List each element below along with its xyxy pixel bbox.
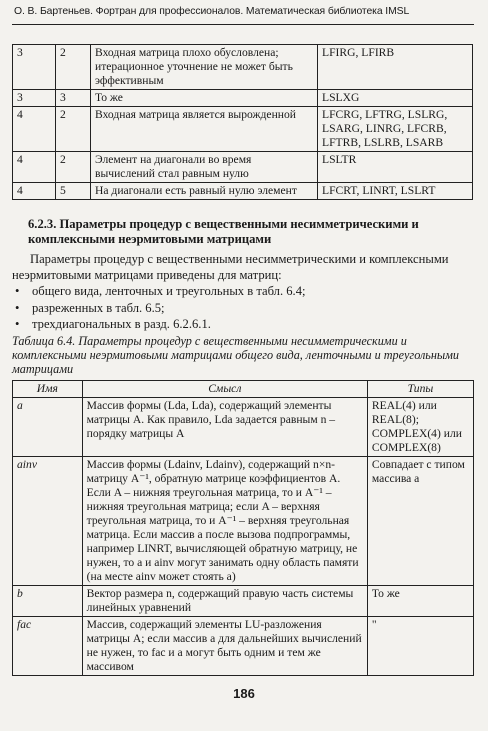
table-row [13, 398, 474, 457]
table-cell: 4 [13, 152, 56, 183]
body-paragraph: Параметры процедур с вещественными несимметрическими и комплексными неэрмитовыми матрицами приведены для матриц: [12, 252, 449, 282]
table-caption: Таблица 6.4. Параметры процедур с вещественными несимметрическими и комплексными неэрмитовыми матрицами общего вида, ленточными и треугольными матрицами [12, 334, 460, 377]
table-cell: 4 [13, 107, 56, 152]
list-item [12, 316, 472, 333]
table-cell: 2 [56, 152, 91, 183]
table-cell: 3 [13, 90, 56, 107]
param-meaning: Массив формы (Ldainv, Ldainv), содержащий n×n-матрицу A⁻¹, обратную матрице коэффициентов A. Если A – нижняя треугольная матрица, то и A⁻¹ – нижняя треугольная матрица; если A – верхняя треугольная матрица, то и A⁻¹ – верхняя треугольная матрица. Если массив a после вызова подпрограммы, например LINRT, вычисляющей обратную матрицу, не нужен, то a и ainv могут занимать одну область памяти (на месте ainv может стоять a) [82, 457, 367, 586]
table-cell: Входная матрица является вырожденной [91, 107, 318, 152]
table-cell: 4 [13, 183, 56, 200]
param-meaning: Массив, содержащий элементы LU-разложения матрицы A; если массив a для дальнейших вычислений не нужен, то fac и a могут быть одним и тем же массивом [82, 617, 367, 676]
running-head: О. В. Бартеньев. Фортран для профессионалов. Математическая библиотека IMSL [14, 6, 410, 17]
table-cell: LFCRT, LINRT, LSLRT [318, 183, 473, 200]
page-number: 186 [233, 686, 255, 701]
list-item-text: разреженных в табл. 6.5; [32, 300, 165, 315]
list-item [12, 283, 472, 300]
list-item-text: трехдиагональных в разд. 6.2.6.1. [32, 317, 211, 331]
table-row [13, 586, 474, 617]
section-heading: 6.2.3. Параметры процедур с вещественными несимметрическими и комплексными неэрмитовыми матрицами [28, 217, 419, 246]
column-header-meaning: Смысл [82, 381, 367, 398]
param-name: ainv [13, 457, 83, 586]
param-types: " [367, 617, 473, 676]
table-row [13, 183, 473, 200]
list-item-text: общего вида, ленточных и треугольных в табл. 6.4; [32, 284, 306, 298]
table-cell: На диагонали есть равный нулю элемент [91, 183, 318, 200]
table-row [13, 45, 473, 90]
table-cell: 2 [56, 107, 91, 152]
table-row [13, 152, 473, 183]
header-rule [12, 24, 474, 25]
table-cell: Входная матрица плохо обусловлена; итерационное уточнение не может быть эффективным [91, 45, 318, 90]
bullet-icon: • [15, 317, 20, 331]
table-cell: 5 [56, 183, 91, 200]
table-cell: 2 [56, 45, 91, 90]
param-name: b [13, 586, 83, 617]
bullet-icon: • [15, 300, 20, 315]
table-cell: LSLXG [318, 90, 473, 107]
list-item [12, 300, 472, 317]
error-codes-table [12, 44, 473, 200]
table-cell: LFCRG, LFTRG, LSLRG, LSARG, LINRG, LFCRB, LFTRB, LSLRB, LSARB [318, 107, 473, 152]
table-row [13, 90, 473, 107]
table-cell: Элемент на диагонали во время вычислений стал равным нулю [91, 152, 318, 183]
column-header-name: Имя [13, 381, 83, 398]
param-types: То же [367, 586, 473, 617]
table-cell: 3 [13, 45, 56, 90]
column-header-types: Типы [367, 381, 473, 398]
param-types: REAL(4) или REAL(8); COMPLEX(4) или COMPLEX(8) [367, 398, 473, 457]
param-name: a [13, 398, 83, 457]
param-meaning: Массив формы (Lda, Lda), содержащий элементы матрицы A. Как правило, Lda задается равным n – порядку матрицы A [82, 398, 367, 457]
table-cell: То же [91, 90, 318, 107]
param-meaning: Вектор размера n, содержащий правую часть системы линейных уравнений [82, 586, 367, 617]
table-cell: 3 [56, 90, 91, 107]
parameters-table [12, 380, 474, 676]
table-header-row [13, 381, 474, 398]
param-name: fac [13, 617, 83, 676]
table-row [13, 107, 473, 152]
bullet-icon: • [15, 284, 20, 298]
param-types: Совпадает с типом массива a [367, 457, 473, 586]
bullet-list [12, 283, 472, 333]
table-cell: LSLTR [318, 152, 473, 183]
table-row [13, 457, 474, 586]
table-cell: LFIRG, LFIRB [318, 45, 473, 90]
table-row [13, 617, 474, 676]
